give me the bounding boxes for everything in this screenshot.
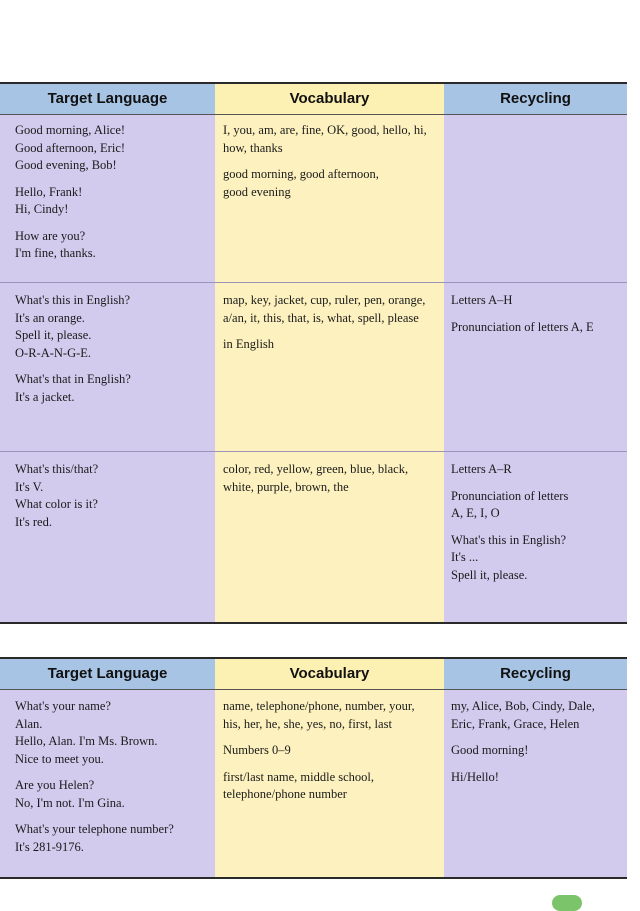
text-line: Pronunciation of letters A, E	[451, 319, 594, 334]
text-line: A, E, I, O	[451, 506, 500, 520]
row1-target-cell	[15, 122, 210, 263]
text-line: What's this/that?	[15, 462, 99, 476]
page-number-badge	[552, 895, 582, 911]
text-line: What's that in English?	[15, 372, 131, 386]
text-line: in English	[223, 337, 275, 351]
text-line: a/an, it, this, that, is, what, spell, please	[223, 310, 419, 325]
row2-recycling-cell	[451, 292, 621, 336]
text-line: white, purple, brown, the	[223, 479, 349, 494]
text-line: What's this in English?	[451, 532, 567, 547]
text-line: Pronunciation of letters	[451, 488, 569, 503]
text-line: What's your telephone number?	[15, 822, 174, 836]
text-line: Are you Helen?	[15, 778, 95, 792]
t2-target-cell	[15, 698, 210, 856]
text-line: first/last name, middle school,	[223, 769, 375, 784]
row-divider	[0, 451, 627, 452]
row2-target-cell	[15, 292, 210, 406]
text-line: his, her, he, she, yes, no, first, last	[223, 716, 392, 731]
text-line: Letters A–R	[451, 462, 512, 476]
table-bottom-border	[0, 877, 627, 879]
table-header	[0, 657, 627, 690]
text-line: It's a jacket.	[15, 389, 75, 404]
unit-table-1	[0, 82, 627, 622]
header-target-language: Target Language	[0, 659, 215, 689]
text-line: Hi/Hello!	[451, 769, 499, 784]
row3-vocab-cell	[223, 461, 438, 496]
header-recycling: Recycling	[444, 84, 627, 114]
text-line: What color is it?	[15, 497, 98, 511]
text-line: I'm fine, thanks.	[15, 246, 96, 260]
unit-table-2	[0, 657, 627, 877]
text-line: I, you, am, are, fine, OK, good, hello, hi,	[223, 123, 427, 137]
text-line: What's this in English?	[15, 293, 131, 307]
text-line: map, key, jacket, cup, ruler, pen, orange,	[223, 293, 426, 307]
text-line: Good morning!	[451, 743, 529, 757]
text-line: Good evening, Bob!	[15, 158, 117, 172]
header-recycling: Recycling	[444, 659, 627, 689]
text-line: How are you?	[15, 228, 86, 243]
text-line: my, Alice, Bob, Cindy, Dale,	[451, 699, 595, 713]
text-line: color, red, yellow, green, blue, black,	[223, 462, 409, 476]
row3-recycling-cell	[451, 461, 621, 584]
text-line: good morning, good afternoon,	[223, 167, 379, 181]
header-target-language: Target Language	[0, 84, 215, 114]
text-line: It's ...	[451, 550, 479, 564]
text-line: It's red.	[15, 514, 52, 529]
text-line: Hi, Cindy!	[15, 202, 69, 216]
text-line: telephone/phone number	[223, 787, 347, 801]
row-divider	[0, 282, 627, 283]
text-line: No, I'm not. I'm Gina.	[15, 795, 125, 810]
row1-vocab-cell	[223, 122, 438, 201]
text-line: Numbers 0–9	[223, 743, 291, 757]
text-line: Alan.	[15, 716, 43, 731]
text-line: Eric, Frank, Grace, Helen	[451, 716, 580, 731]
text-line: Letters A–H	[451, 293, 513, 307]
text-line: It's an orange.	[15, 310, 85, 325]
row2-vocab-cell	[223, 292, 438, 354]
table-bottom-border	[0, 622, 627, 624]
table-header	[0, 82, 627, 115]
t2-recycling-cell	[451, 698, 621, 786]
text-line: It's V.	[15, 479, 44, 494]
text-line: Good morning, Alice!	[15, 123, 126, 137]
text-line: Hello, Frank!	[15, 184, 83, 199]
text-line: Nice to meet you.	[15, 751, 104, 766]
text-line: Spell it, please.	[451, 567, 528, 582]
text-line: It's 281-9176.	[15, 839, 84, 854]
text-line: Good afternoon, Eric!	[15, 140, 126, 155]
text-line: name, telephone/phone, number, your,	[223, 699, 415, 713]
text-line: What's your name?	[15, 699, 111, 713]
text-line: O-R-A-N-G-E.	[15, 345, 92, 360]
t2-vocab-cell	[223, 698, 438, 804]
text-line: Hello, Alan. I'm Ms. Brown.	[15, 734, 158, 748]
row3-target-cell	[15, 461, 210, 531]
header-vocabulary: Vocabulary	[215, 84, 444, 114]
text-line: how, thanks	[223, 140, 283, 155]
header-vocabulary: Vocabulary	[215, 659, 444, 689]
text-line: good evening	[223, 184, 291, 199]
text-line: Spell it, please.	[15, 328, 92, 342]
